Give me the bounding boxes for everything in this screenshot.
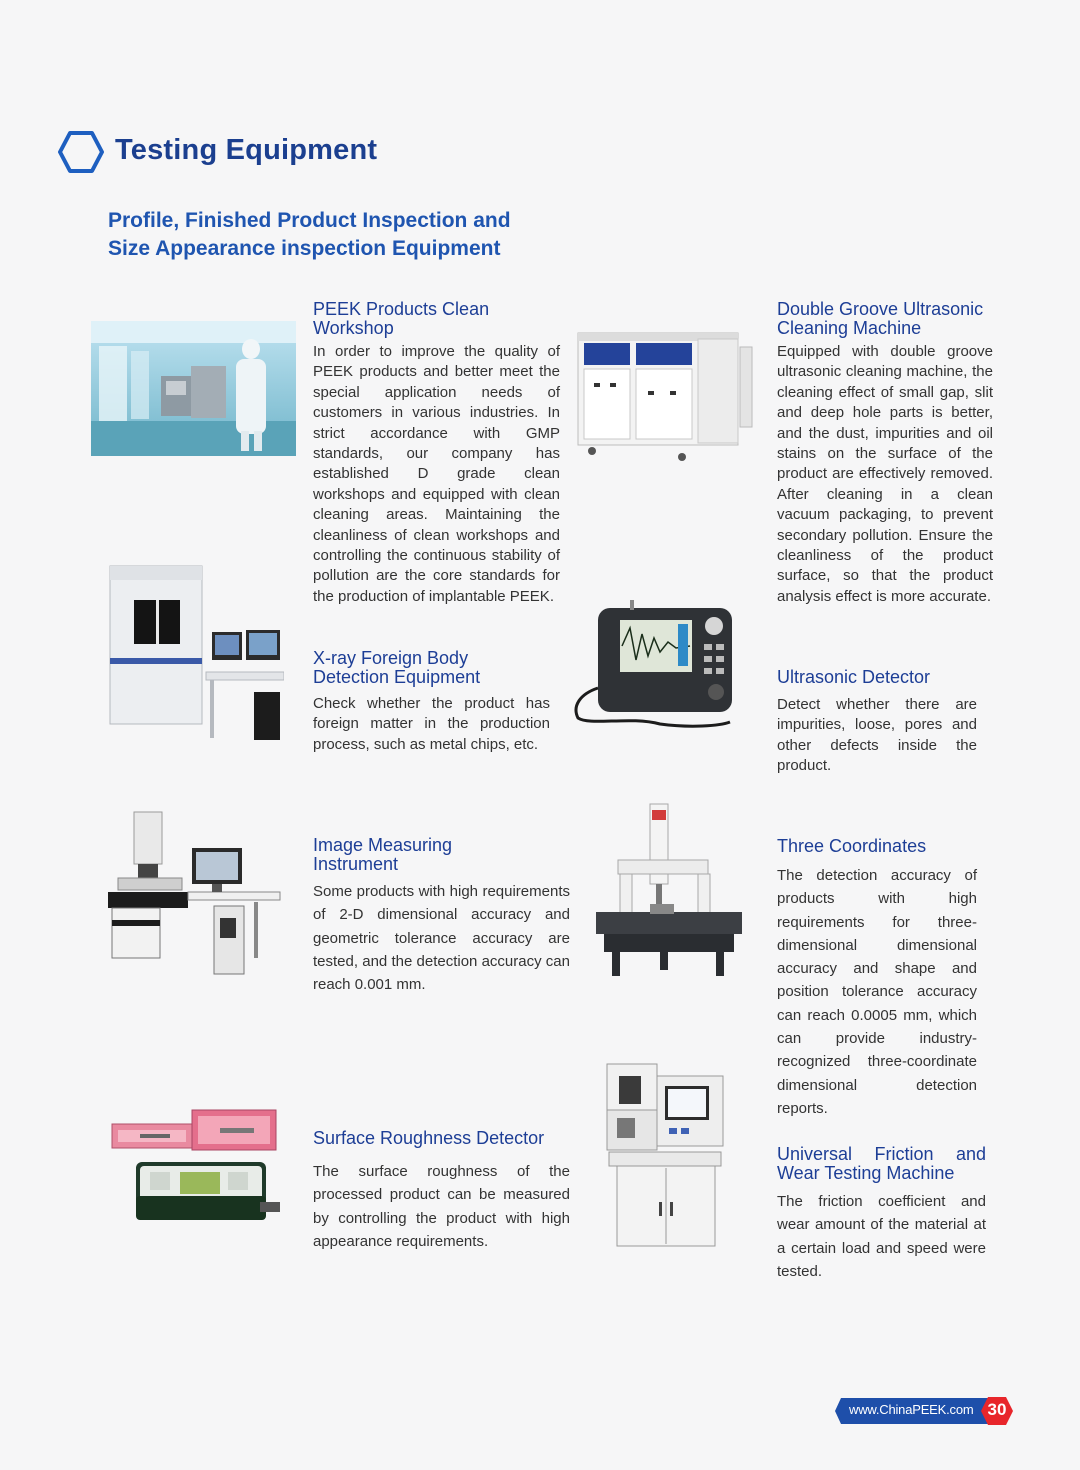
item-desc-clean-workshop: In order to improve the quality of PEEK products and better meet the special application needs of customers in various industries. In strict accordance with GMP standards, our company has established D grade clean workshops and equipped with clean cleaning areas. Maintaining the cleanliness of clean workshops and controlling the continuous stability of pollution are the core standards for the production of implantable PEEK. [313,343,560,605]
ultrasonic-cleaning-machine-photo [572,325,758,465]
hexagon-icon [58,130,104,174]
title-line: Wear Testing Machine [777,1163,955,1183]
subheading-line-2: Size Appearance inspection Equipment [108,237,501,260]
title-line: Three Coordinates [777,836,927,856]
title-line: Instrument [313,854,399,874]
title-line: Universal Friction and [777,1144,986,1164]
title-line: X-ray Foreign Body [313,648,469,668]
item-title-three-coordinates [777,837,926,856]
surface-roughness-detector-photo [110,1106,282,1224]
item-title-clean-workshop [313,300,489,338]
item-desc-ultrasonic-detector: Detect whether there are impurities, loose, pores and other defects inside the product. [777,696,977,775]
xray-detection-equipment-photo [106,562,284,742]
item-title-ultrasonic-detector [777,668,930,687]
clean-workshop-photo [91,321,296,456]
title-line: Image Measuring [313,835,453,855]
title-line: Ultrasonic Detector [777,667,931,687]
title-line: Double Groove Ultrasonic [777,299,984,319]
three-coordinate-machine-photo [590,800,746,980]
item-title-friction-wear [777,1145,986,1164]
item-desc-three-coordinates: The detection accuracy of products with high requirements for three-dimensional dimensional accuracy and shape and position tolerance accuracy can reach 0.0005 mm, which can provide industry-recognized three-coordinate dimensional detection reports. [777,867,977,1117]
friction-wear-testing-machine-photo [603,1062,727,1250]
title-line: PEEK Products Clean [313,299,490,319]
title-line: Surface Roughness Detector [313,1128,545,1148]
item-title-xray [313,649,480,687]
subheading-line-1: Profile, Finished Product Inspection and [108,209,511,232]
item-desc-image-measuring: Some products with high requirements of 2-D dimensional accuracy and geometric tolerance accuracy are tested, and the detection accuracy can reach 0.001 mm. [313,883,570,994]
page-title: Testing Equipment [115,134,378,166]
ultrasonic-detector-photo [570,598,738,730]
title-line: Detection Equipment [313,667,481,687]
item-title-image-measuring [313,836,452,874]
item-desc-friction-wear: The friction coefficient and wear amount of the material at a certain load and speed were tested. [777,1193,986,1280]
item-title-friction-wear-line-2 [777,1164,954,1183]
section-subheading [108,207,511,263]
item-desc-ultrasonic-cleaning: Equipped with double groove ultrasonic cleaning machine, the cleaning effect of small gap, slit and deep hole parts is better, and the dust, impurities and oil stains on the surface of the product are effectively removed. After cleaning in a clean vacuum packaging, to prevent secondary pollution. Ensure the cleanliness of the product surface, so that the product analysis effect is more accurate. [777,343,993,605]
image-measuring-instrument-photo [104,808,284,980]
footer-website-link[interactable]: www.ChinaPEEK.com [849,1402,974,1417]
page-number: 30 [987,1400,1007,1419]
title-line: Workshop [313,318,394,338]
item-desc-surface-roughness: The surface roughness of the processed product can be measured by controlling the product with high appearance requirements. [313,1163,570,1250]
item-desc-xray: Check whether the product has foreign matter in the production process, such as metal chips, etc. [313,695,550,753]
item-title-ultrasonic-cleaning [777,300,983,338]
item-title-surface-roughness [313,1129,544,1148]
title-line: Cleaning Machine [777,318,922,338]
